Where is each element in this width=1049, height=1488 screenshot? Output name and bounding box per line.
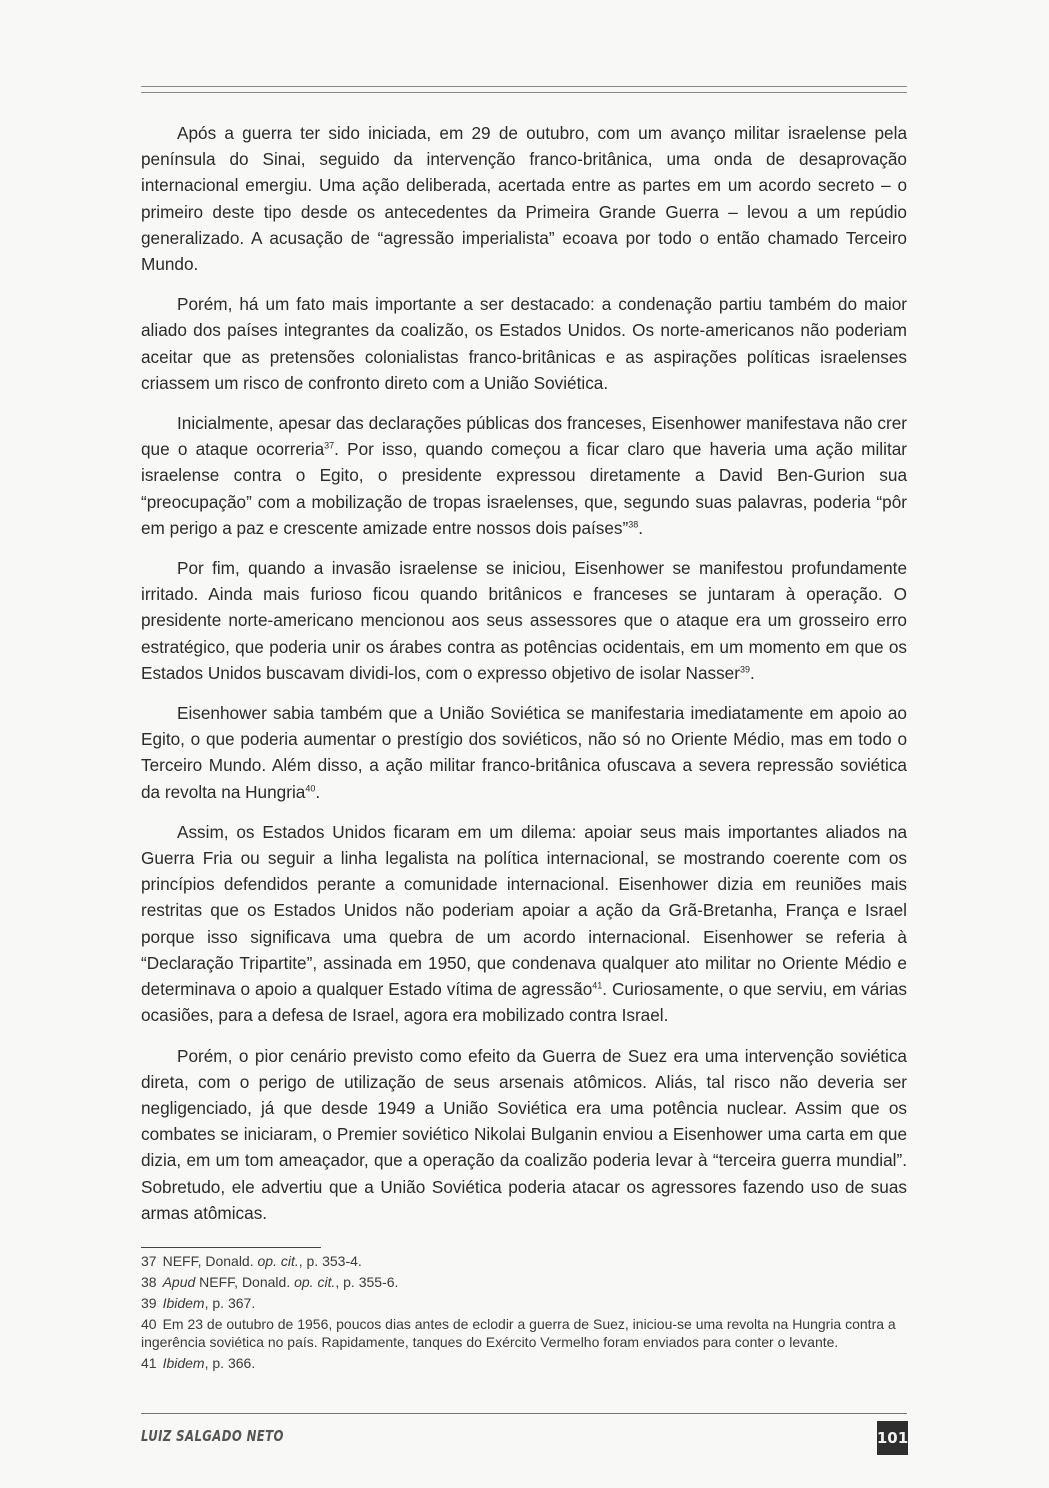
footnote-italic: Apud bbox=[162, 1274, 196, 1290]
footnote-number: 38 bbox=[141, 1274, 157, 1290]
footnote-number: 40 bbox=[141, 1316, 157, 1332]
footnote-text: , p. 366. bbox=[204, 1355, 256, 1371]
body-text bbox=[141, 120, 907, 1240]
footnote-38 bbox=[141, 1273, 907, 1291]
footnote-ref-41[interactable]: 41 bbox=[592, 980, 603, 991]
footnote-italic: op. cit. bbox=[294, 1274, 336, 1290]
footnote-italic: Ibidem bbox=[162, 1295, 205, 1311]
paragraph-text: . Por isso, quando começou a ficar claro que haveria uma ação militar israelense contra o Egito, o presidente expressou diretamente a David Ben-Gurion sua “preocupação” com a mobilização de tropas israelenses, que, segundo suas palavras, poderia “pôr em perigo a paz e crescente amizade entre nossos dois países” bbox=[141, 439, 908, 538]
paragraph-4 bbox=[141, 555, 907, 686]
footnote-italic: Ibidem bbox=[162, 1355, 205, 1371]
footnote-ref-38[interactable]: 38 bbox=[628, 519, 639, 530]
paragraph-text: . bbox=[315, 781, 321, 802]
footer-author: LUIZ SALGADO NETO bbox=[141, 1427, 284, 1445]
footer-rule bbox=[141, 1413, 907, 1414]
footnote-text: , p. 355-6. bbox=[335, 1274, 399, 1290]
paragraph-1: Após a guerra ter sido iniciada, em 29 de outubro, com um avanço militar israelense pela península do Sinai, seguido da intervenção franco-britânica, uma onda de desaprovação internacional emergiu. Uma ação deliberada, acertada entre as partes em um acordo secreto – o primeiro deste tipo desde os antecedentes da Primeira Grande Guerra – levou a um repúdio generalizado. A acusação de “agressão imperialista” ecoava por todo o então chamado Terceiro Mundo. bbox=[141, 123, 907, 275]
footnote-37 bbox=[141, 1252, 907, 1270]
paragraph-text: Inicialmente, apesar das declarações públicas dos franceses, Eisenhower manifestava não crer que o ataque ocorreria bbox=[141, 413, 907, 460]
footnote-text: , p. 367. bbox=[204, 1295, 256, 1311]
paragraph-5 bbox=[141, 700, 907, 805]
footnote-number: 37 bbox=[141, 1253, 157, 1269]
footnote-text: NEFF, Donald. bbox=[195, 1274, 295, 1290]
paragraph-text: Eisenhower sabia também que a União Soviética se manifestaria imediatamente em apoio ao Egito, o que poderia aumentar o prestígio dos soviéticos, não só no Oriente Médio, mas em todo o Terceiro Mundo. Além disso, a ação militar franco-britânica ofuscava a severa repressão soviética da revolta na Hungria bbox=[141, 703, 907, 802]
paragraph-6 bbox=[141, 819, 907, 1029]
page-number: 101 bbox=[877, 1421, 908, 1455]
footnote-39 bbox=[141, 1294, 907, 1312]
paragraph-2: Porém, há um fato mais importante a ser destacado: a condenação partiu também do maior aliado dos países integrantes da coalizão, os Estados Unidos. Os norte-americanos não poderiam aceitar que as pretensões colonialistas franco-britânicas e as aspirações políticas israelenses criassem um risco de confronto direto com a União Soviética. bbox=[141, 294, 907, 393]
paragraph-3 bbox=[141, 410, 907, 541]
paragraph-text: . bbox=[638, 517, 644, 538]
footnote-ref-37[interactable]: 37 bbox=[324, 440, 335, 451]
paragraph-text: . bbox=[750, 662, 755, 683]
footnote-italic: op. cit. bbox=[257, 1253, 299, 1269]
footnote-text: NEFF, Donald. bbox=[162, 1253, 258, 1269]
footnote-text: Em 23 de outubro de 1956, poucos dias antes de eclodir a guerra de Suez, iniciou-se uma revolta na Hungria contra a ingerência soviética no país. Rapidamente, tanques do Exército Vermelho foram enviados para conter o levante. bbox=[141, 1316, 896, 1350]
footnotes bbox=[141, 1252, 907, 1375]
footnote-text: , p. 353-4. bbox=[298, 1253, 362, 1269]
footnote-ref-40[interactable]: 40 bbox=[305, 782, 316, 793]
footnote-number: 39 bbox=[141, 1295, 157, 1311]
paragraph-7: Porém, o pior cenário previsto como efeito da Guerra de Suez era uma intervenção soviética direta, com o perigo de utilização de seus arsenais atômicos. Aliás, tal risco não deveria ser negligenciado, já que desde 1949 a União Soviética era uma potência nuclear. Assim que os combates se iniciaram, o Premier soviético Nikolai Bulganin enviou a Eisenhower uma carta em que dizia, em um tom ameaçador, que a operação da coalizão poderia levar à “terceira guerra mundial”. Sobretudo, ele advertiu que a União Soviética poderia atacar os agressores fazendo uso de suas armas atômicas. bbox=[141, 1045, 907, 1223]
footnote-number: 41 bbox=[141, 1355, 157, 1371]
footnote-41 bbox=[141, 1354, 907, 1372]
footnote-ref-39[interactable]: 39 bbox=[739, 664, 750, 675]
header-rule bbox=[141, 86, 907, 93]
footnote-40 bbox=[141, 1315, 907, 1351]
paragraph-text: . Curiosamente, o que serviu, em várias ocasiões, para a defesa de Israel, agora era mobilizado contra Israel. bbox=[141, 979, 907, 1026]
paragraph-text: Assim, os Estados Unidos ficaram em um dilema: apoiar seus mais importantes aliados na Guerra Fria ou seguir a linha legalista na política internacional, se mostrando coerente com os princípios defendidos perante a comunidade internacional. Eisenhower dizia em reuniões mais restritas que os Estados Unidos não poderiam apoiar a ação da Grã-Bretanha, França e Israel porque isso significava uma quebra de um acordo internacional. Eisenhower se referia à “Declaração Tripartite”, assinada em 1950, que condenava qualquer ato militar no Oriente Médio e determinava o apoio a qualquer Estado vítima de agressão bbox=[141, 821, 907, 1000]
footnote-rule bbox=[141, 1247, 321, 1248]
paragraph-text: Por fim, quando a invasão israelense se iniciou, Eisenhower se manifestou profundamente irritado. Ainda mais furioso ficou quando britânicos e franceses se juntaram à operação. O presidente norte-americano mencionou aos seus assessores que o ataque era um grosseiro erro estratégico, que poderia unir os árabes contra as potências ocidentais, em um momento em que os Estados Unidos buscavam dividi-los, com o expresso objetivo de isolar Nasser bbox=[141, 558, 907, 683]
